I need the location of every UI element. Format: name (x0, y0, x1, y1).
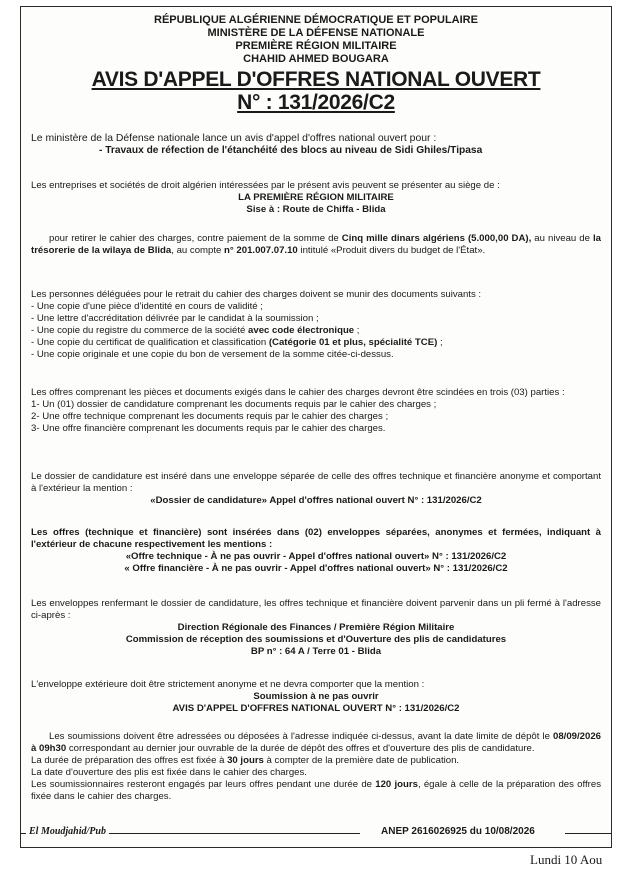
outer-text: L'enveloppe extérieure doit être strictement anonyme et ne devra comporter que la mention : (31, 679, 425, 690)
envelopes-section (31, 527, 601, 575)
page-date-fragment: Lundi 10 Aou (530, 852, 603, 867)
presentation-address: Sise à : Route de Chiffa - Blida (246, 203, 386, 215)
delivery-section (31, 598, 601, 658)
payment-amount: Cinq mille dinars algériens (5.000,00 DA), (341, 233, 532, 244)
deadline-text: Les soumissions doivent être adressées ou déposées à l'adresse indiquée ci-dessus, avant la date limite de dépôt le 08/09/2026 à 09h30 correspondant au dernier jour ouvrable de la durée de dépôt des offres et d'ouverture des plis de candidature. (31, 731, 601, 754)
ministry-line: MINISTÈRE DE LA DÉFENSE NATIONALE (207, 27, 425, 39)
footer-source: El Moudjahid/Pub (26, 826, 109, 837)
notice-title (21, 68, 611, 114)
deadline-section (31, 731, 601, 802)
presentation-org: LA PREMIÈRE RÉGION MILITAIRE (238, 191, 394, 203)
region-line: PREMIÈRE RÉGION MILITAIRE (235, 40, 397, 52)
offers-text: Les offres comprenant les pièces et documents exigés dans le cahier des charges devront être scindées en trois (03) parties : (31, 387, 565, 398)
payment-text-1: pour retirer le cahier des charges, contre paiement de la somme de (49, 233, 342, 244)
payment-account: n° 201.007.07.10 (224, 244, 298, 256)
outer-line: Soumission à ne pas ouvrir (253, 690, 379, 702)
candidature-mention: «Dossier de candidature» Appel d'offres national ouvert N° : 131/2026/C2 (150, 494, 482, 506)
validity-text: Les soumissionnaires resteront engagés par leurs offres pendant une durée de 120 jours, égale à celle de la préparation des offres fixée dans le cahier des charges. (31, 778, 601, 802)
outer-envelope-section (31, 679, 601, 715)
republic-line: RÉPUBLIQUE ALGÉRIENNE DÉMOCRATIQUE ET POPULAIRE (154, 14, 478, 26)
preparation-text: La durée de préparation des offres est fixée à 30 jours à compter de la première date de publication. (31, 754, 460, 766)
delivery-address-line: Direction Régionale des Finances / Première Région Militaire (177, 621, 455, 633)
document-item: - Une lettre d'accréditation délivrée par le candidat à la soumission ; (31, 312, 319, 324)
document-item: - Une copie du registre du commerce de la société avec code électronique ; (31, 324, 360, 336)
footer-anep: ANEP 2616026925 du 10/08/2026 (378, 826, 538, 837)
financial-mention: « Offre financière - À ne pas ouvrir - Appel d'offres national ouvert» N° : 131/2026/C2 (124, 562, 508, 574)
outer-line: AVIS D'APPEL D'OFFRES NATIONAL OUVERT N° : 131/2026/C2 (172, 702, 460, 714)
document-item: - Une copie d'une pièce d'identité en cours de validité ; (31, 300, 263, 312)
delivery-address-line: Commission de réception des soumissions et d'Ouverture des plis de candidatures (125, 633, 507, 645)
opening-text: La date d'ouverture des plis est fixée dans le cahier des charges. (31, 766, 307, 778)
payment-place: la trésorerie de la wilaya de Blida (31, 233, 601, 256)
intro-text: Le ministère de la Défense nationale lance un avis d'appel d'offres national ouvert pour : (31, 133, 437, 144)
document-item: - Une copie originale et une copie du bon de versement de la somme citée-ci-dessus. (31, 348, 394, 360)
notice-frame (20, 6, 612, 848)
offer-item: 3- Une offre financière comprenant les documents requis par le cahier des charges. (31, 422, 386, 434)
letterhead (21, 14, 611, 66)
candidature-text: Le dossier de candidature est inséré dans une enveloppe séparée de celle des offres technique et financière anonyme et comportant à l'extérieur la mention : (31, 471, 601, 494)
intro-subject: - Travaux de réfection de l'étanchéité des blocs au niveau de Sidi Ghiles/Tipasa (99, 144, 483, 156)
technical-mention: «Offre technique - À ne pas ouvrir - Appel d'offres national ouvert» N° : 131/2026/C2 (125, 550, 507, 562)
offer-item: 2- Une offre technique comprenant les documents requis par le cahier des charges ; (31, 410, 389, 422)
title-line: AVIS D'APPEL D'OFFRES NATIONAL OUVERT (91, 68, 541, 91)
offers-section (31, 387, 601, 435)
delivery-address-line: BP n° : 64 A / Terre 01 - Blida (250, 645, 382, 657)
presentation-text: Les entreprises et sociétés de droit algérien intéressées par le présent avis peuvent se présenter au siège de : (31, 180, 500, 191)
envelopes-text: Les offres (technique et financière) sont insérées dans (02) enveloppes séparées, anonymes et fermées, indiquant à l'extérieur de chacune respectivement les mentions : (31, 527, 601, 550)
payment-text-4: intitulé «Produit divers du budget de l'État». (297, 244, 486, 256)
documents-section (31, 289, 601, 360)
payment-text-3: , au compte (171, 244, 225, 256)
payment-section (31, 233, 601, 257)
footer-rule-right (565, 833, 612, 834)
chahid-line: CHAHID AHMED BOUGARA (243, 53, 389, 65)
title-number: N° : 131/2026/C2 (237, 91, 395, 114)
document-item: - Une copie du certificat de qualification et classification (Catégorie 01 et plus, spécialité TCE) ; (31, 336, 443, 348)
intro-section (31, 133, 601, 157)
candidature-section (31, 471, 601, 507)
offer-item: 1- Un (01) dossier de candidature comprenant les documents requis par le cahier des charges ; (31, 398, 437, 410)
documents-text: Les personnes déléguées pour le retrait du cahier des charges doivent se munir des documents suivants : (31, 289, 482, 300)
payment-text-2: au niveau de (531, 233, 593, 244)
presentation-section (31, 180, 601, 216)
delivery-text: Les enveloppes renfermant le dossier de candidature, les offres technique et financière doivent parvenir dans un pli fermé à l'adresse ci-après : (31, 598, 601, 621)
